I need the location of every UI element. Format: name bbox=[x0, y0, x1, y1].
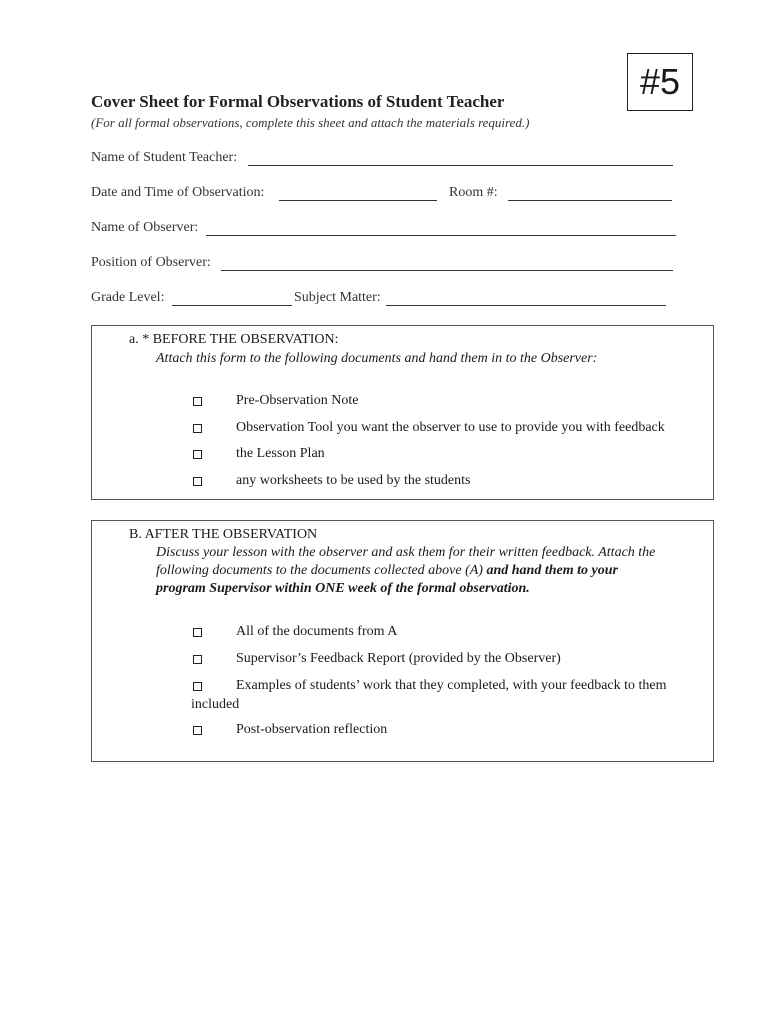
section-b-heading: B. AFTER THE OBSERVATION bbox=[129, 527, 318, 542]
page-title: Cover Sheet for Formal Observations of Student Teacher bbox=[91, 92, 505, 111]
checkbox-documents-from-a[interactable] bbox=[193, 628, 202, 637]
checkbox-observation-tool[interactable] bbox=[193, 424, 202, 433]
room-label: Room #: bbox=[449, 185, 498, 200]
checkbox-post-observation-reflection[interactable] bbox=[193, 726, 202, 735]
section-a-item: any worksheets to be used by the students bbox=[236, 473, 471, 488]
date-time-label: Date and Time of Observation: bbox=[91, 185, 265, 200]
section-b-item: All of the documents from A bbox=[236, 624, 398, 639]
checkbox-feedback-report[interactable] bbox=[193, 655, 202, 664]
section-b-item-wrap: included bbox=[191, 697, 240, 712]
before-observation-section bbox=[91, 325, 714, 500]
observer-name-row bbox=[91, 220, 691, 240]
section-b-instruction-line2 bbox=[156, 563, 618, 579]
student-teacher-field[interactable] bbox=[248, 165, 673, 166]
section-a-heading: a. * BEFORE THE OBSERVATION: bbox=[129, 332, 339, 347]
section-b-instruction-line2-bold: and hand them to your bbox=[482, 563, 618, 578]
observer-position-field[interactable] bbox=[221, 270, 673, 271]
observer-position-row bbox=[91, 255, 691, 275]
grade-subject-row bbox=[91, 290, 691, 310]
section-b-item: Post-observation reflection bbox=[236, 722, 388, 737]
checkbox-pre-observation-note[interactable] bbox=[193, 397, 202, 406]
room-field[interactable] bbox=[508, 200, 672, 201]
date-time-field[interactable] bbox=[279, 200, 437, 201]
checkbox-lesson-plan[interactable] bbox=[193, 450, 202, 459]
checkbox-worksheets[interactable] bbox=[193, 477, 202, 486]
document-number-badge: #5 bbox=[627, 53, 693, 111]
section-a-item: Observation Tool you want the observer to use to provide you with feedback bbox=[236, 420, 665, 435]
section-b-instruction-line1: Discuss your lesson with the observer and ask them for their written feedback. Attach the bbox=[156, 545, 656, 560]
grade-level-field[interactable] bbox=[172, 305, 292, 306]
section-b-item: Supervisor’s Feedback Report (provided by the Observer) bbox=[236, 651, 561, 666]
section-a-instruction: Attach this form to the following documents and hand them in to the Observer: bbox=[156, 351, 598, 366]
section-b-item: Examples of students’ work that they completed, with your feedback to them bbox=[236, 678, 667, 693]
student-teacher-row bbox=[91, 150, 691, 170]
section-b-instruction-line2-plain: following documents to the documents collected above (A) bbox=[156, 563, 483, 578]
subject-matter-field[interactable] bbox=[386, 305, 666, 306]
after-observation-section bbox=[91, 520, 714, 762]
subject-matter-label: Subject Matter: bbox=[294, 290, 381, 305]
observer-position-label: Position of Observer: bbox=[91, 255, 211, 270]
checkbox-student-work[interactable] bbox=[193, 682, 202, 691]
observer-name-field[interactable] bbox=[206, 235, 676, 236]
section-a-item: the Lesson Plan bbox=[236, 446, 325, 461]
section-a-item: Pre-Observation Note bbox=[236, 393, 359, 408]
student-teacher-label: Name of Student Teacher: bbox=[91, 150, 238, 165]
observer-name-label: Name of Observer: bbox=[91, 220, 199, 235]
date-time-row bbox=[91, 185, 691, 205]
section-b-instruction-line3: program Supervisor within ONE week of the formal observation. bbox=[156, 581, 530, 596]
page-subtitle: (For all formal observations, complete this sheet and attach the materials required.) bbox=[91, 115, 530, 130]
grade-level-label: Grade Level: bbox=[91, 290, 165, 305]
